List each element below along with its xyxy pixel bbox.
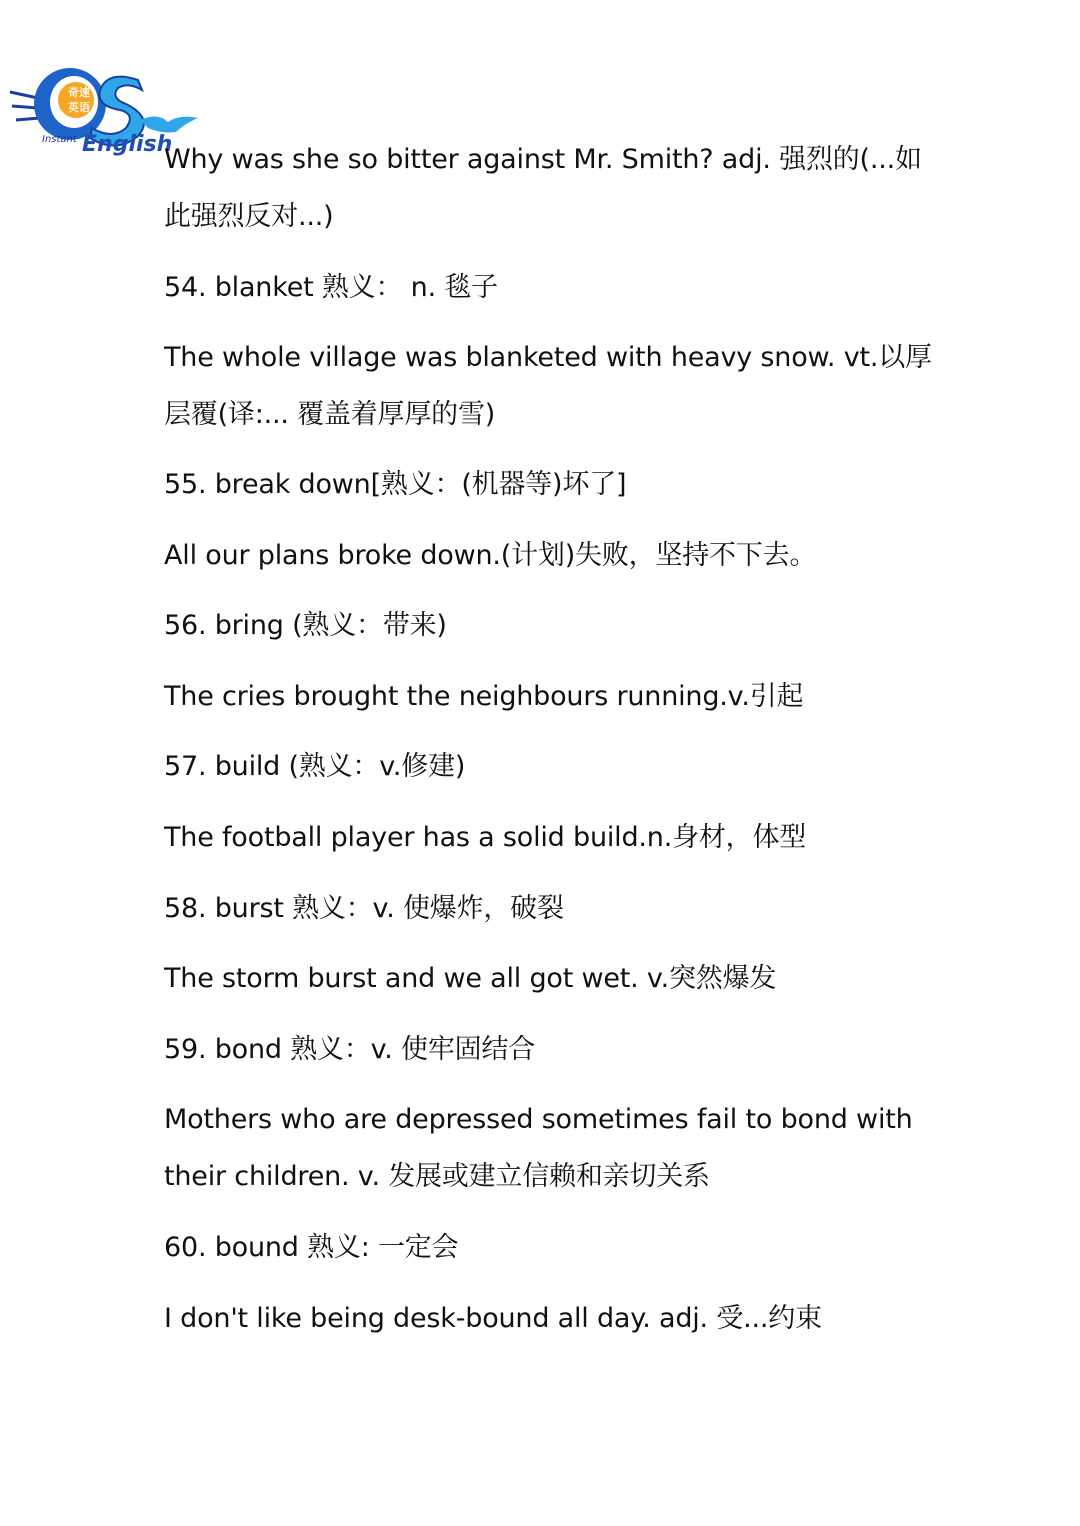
example-sentence: All our plans broke down.(计划)失败，坚持不下去。	[164, 540, 817, 571]
entry-heading: 59. bond 熟义：v. 使牢固结合	[164, 1034, 536, 1065]
logo-badge-line1: 奇速	[68, 86, 90, 99]
logo-brand-text: English	[82, 132, 173, 157]
entry-heading: 56. bring (熟义：带来)	[164, 610, 447, 641]
example-sentence: The cries brought the neighbours running.v.引起	[164, 681, 804, 712]
example-sentence: The football player has a solid build.n.身材，体型	[164, 822, 807, 853]
example-sentence: The whole village was blanketed with heavy snow. vt.以厚	[164, 342, 932, 373]
example-sentence: I don't like being desk-bound all day. adj. 受...约束	[164, 1303, 822, 1334]
text-line: 此强烈反对...)	[164, 201, 334, 232]
logo-badge-line2: 英语	[68, 101, 90, 114]
entry-heading: 54. blanket 熟义： n. 毯子	[164, 272, 498, 303]
entry-heading: 58. burst 熟义：v. 使爆炸，破裂	[164, 893, 564, 924]
entry-heading: 57. build (熟义：v.修建)	[164, 751, 466, 782]
entry-heading: 60. bound 熟义: 一定会	[164, 1232, 459, 1263]
example-sentence: The storm burst and we all got wet. v.突然爆发	[164, 963, 777, 994]
example-sentence: their children. v. 发展或建立信赖和亲切关系	[164, 1161, 710, 1192]
entry-heading: 55. break down[熟义：(机器等)坏了]	[164, 469, 627, 500]
example-sentence: Mothers who are depressed sometimes fail to bond with	[164, 1104, 913, 1135]
logo-small-text: Instant	[42, 134, 77, 145]
text-line: Why was she so bitter against Mr. Smith? adj. 强烈的(...如	[164, 144, 922, 175]
example-sentence: 层覆(译:... 覆盖着厚厚的雪)	[164, 399, 496, 430]
